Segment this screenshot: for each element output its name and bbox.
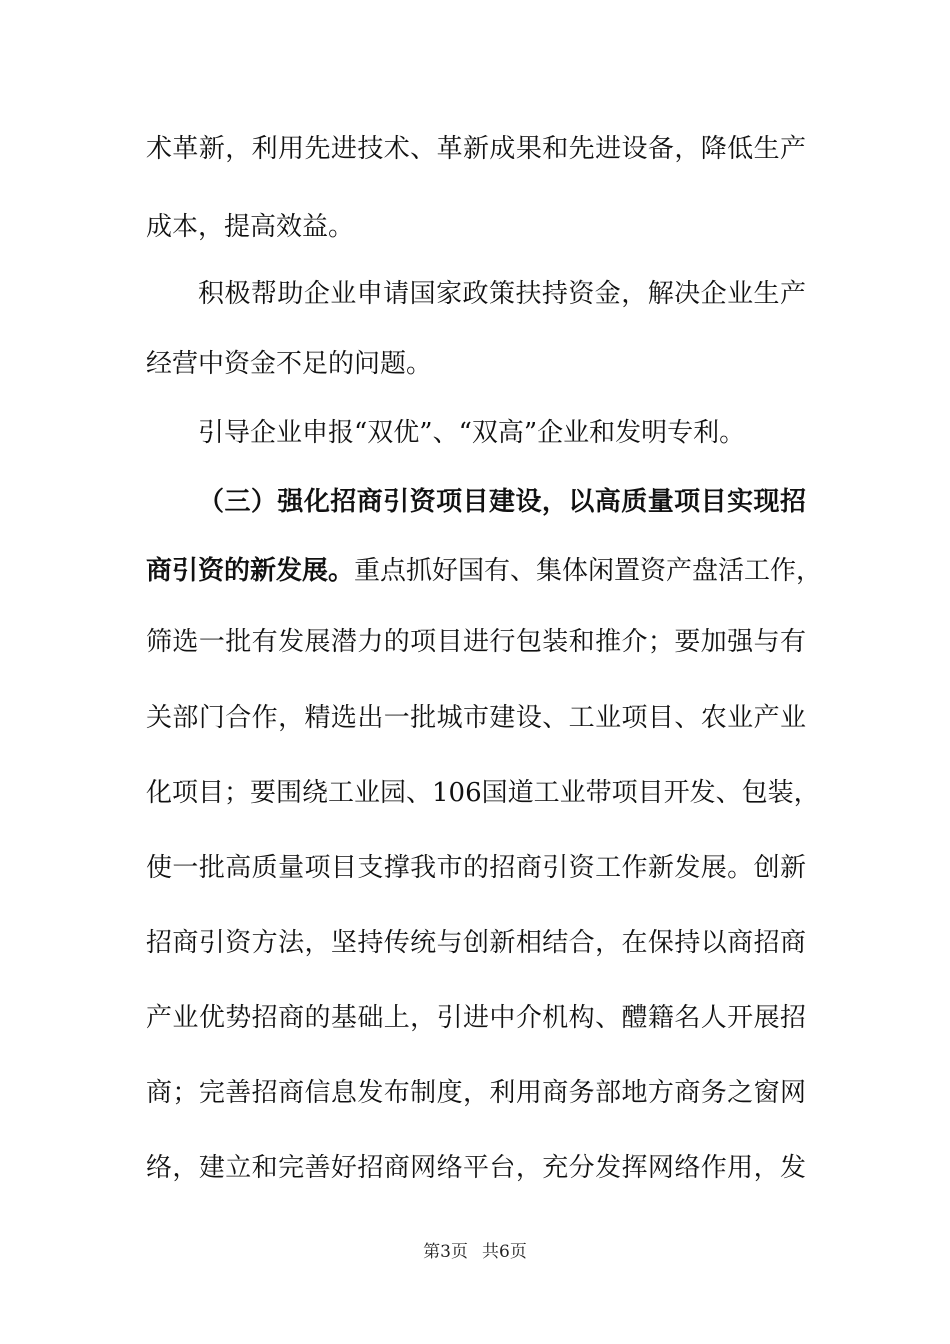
text-line: 筛选一批有发展潜力的项目进行包装和推介；要加强与有	[146, 627, 806, 657]
text-line: 商；完善招商信息发布制度，利用商务部地方商务之窗网	[146, 1078, 806, 1108]
page-footer	[0, 1240, 950, 1264]
text-line: 术革新，利用先进技术、革新成果和先进设备，降低生产	[146, 134, 806, 164]
text-line: 化项目；要围绕工业园、106国道工业带项目开发、包装，	[146, 778, 820, 808]
page-number: 第3页	[423, 1242, 468, 1262]
text-line: 成本，提高效益。	[146, 212, 355, 242]
text-span: 重点抓好国有、集体闲置资产盘活工作，	[354, 556, 823, 586]
paragraph-first-line: 引导企业申报“双优”、“双高”企业和发明专利。	[198, 418, 746, 448]
text-line: 经营中资金不足的问题。	[146, 349, 433, 379]
page-total: 共6页	[482, 1242, 527, 1262]
section-heading-continuation: 商引资的新发展。	[146, 556, 355, 586]
text-line-mixed	[146, 551, 823, 591]
text-line: 络，建立和完善好招商网络平台，充分发挥网络作用，发	[146, 1153, 806, 1183]
paragraph-first-line: 积极帮助企业申请国家政策扶持资金，解决企业生产	[198, 279, 806, 309]
text-line: 使一批高质量项目支撑我市的招商引资工作新发展。创新	[146, 853, 806, 883]
text-line: 关部门合作，精选出一批城市建设、工业项目、农业产业	[146, 703, 806, 733]
text-line: 招商引资方法，坚持传统与创新相结合，在保持以商招商	[146, 928, 806, 958]
section-heading: （三）强化招商引资项目建设，以高质量项目实现招	[198, 487, 806, 517]
text-line: 产业优势招商的基础上，引进中介机构、醴籍名人开展招	[146, 1003, 806, 1033]
